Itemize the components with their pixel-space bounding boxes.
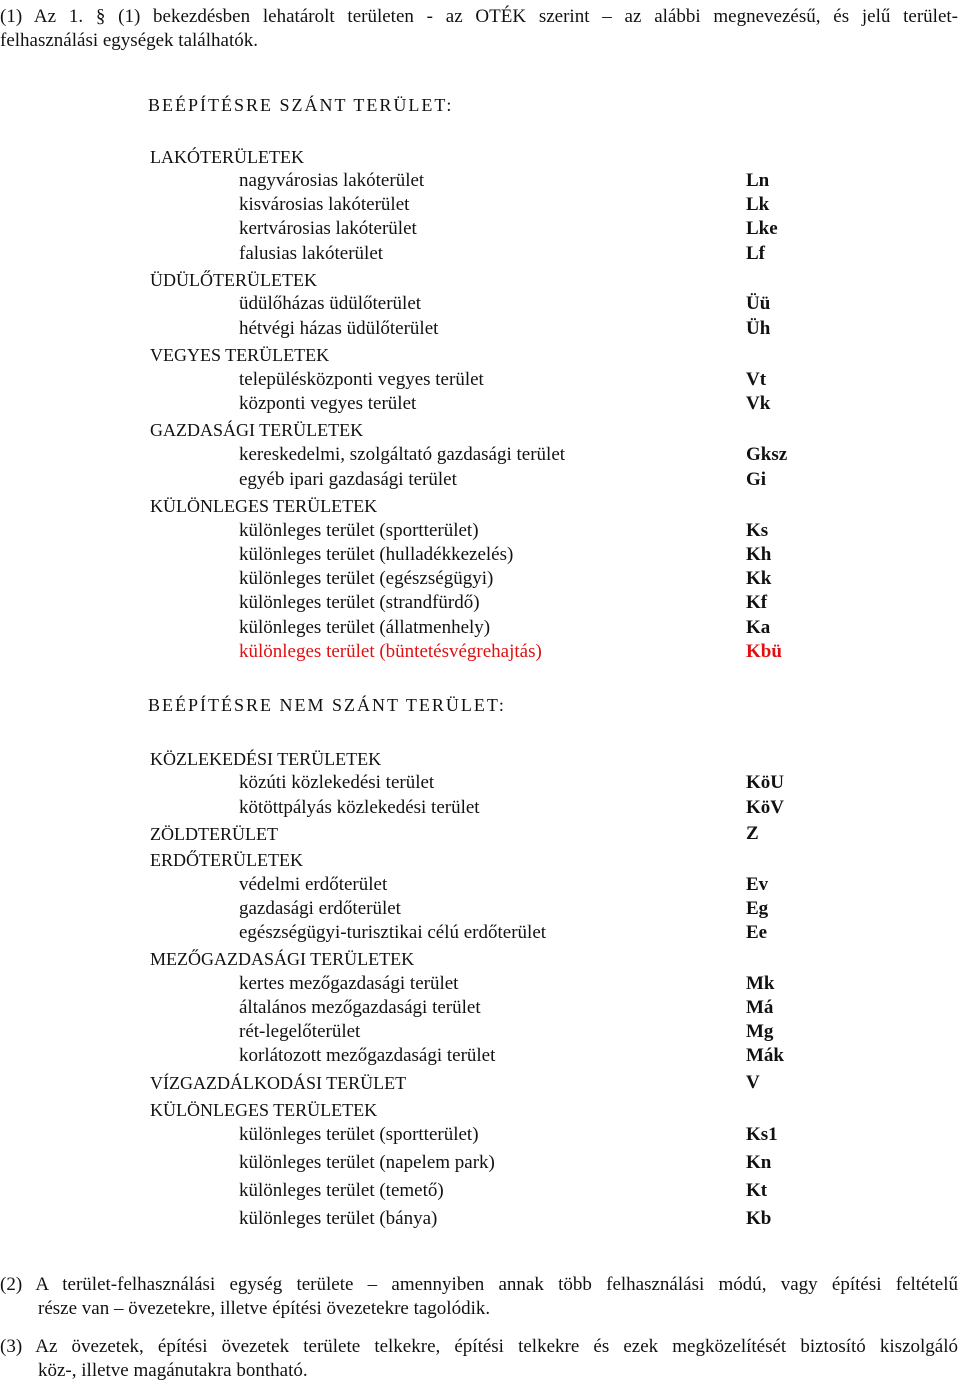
item-code: Gksz [746, 444, 788, 465]
category-kulonleges: KÜLÖNLEGES TERÜLETEK [150, 1100, 378, 1120]
item-code: Ka [746, 617, 771, 638]
item-code: Lf [746, 243, 765, 264]
category-lako: LAKÓTERÜLETEK [150, 147, 304, 167]
item-code: Lk [746, 194, 770, 215]
category-kozlekedesi: KÖZLEKEDÉSI TERÜLETEK [150, 749, 382, 769]
item-name: központi vegyes terület [239, 393, 417, 414]
item-code: Kn [746, 1152, 772, 1173]
paragraph-3-line-1: (3) Az övezetek, építési övezetek területe telkekre, építési telkekre és ezek megközelítését biztosító kiszolgáló [0, 1336, 958, 1357]
paragraph-2-line-2: része van – övezetekre, illetve építési övezetekre tagolódik. [38, 1298, 491, 1319]
item-name: védelmi erdőterület [239, 874, 388, 895]
item-name: üdülőházas üdülőterület [239, 293, 422, 314]
item-name: különleges terület (sportterület) [239, 1124, 479, 1145]
item-name: településközponti vegyes terület [239, 369, 484, 390]
item-name: általános mezőgazdasági terület [239, 997, 481, 1018]
paragraph-2 [0, 1273, 958, 1321]
category-mezo: MEZŐGAZDASÁGI TERÜLETEK [150, 949, 415, 969]
category-viz: VÍZGAZDÁLKODÁSI TERÜLET [150, 1073, 407, 1093]
item-code: Z [746, 823, 759, 844]
item-name: korlátozott mezőgazdasági terület [239, 1045, 496, 1066]
item-name: nagyvárosias lakóterület [239, 170, 425, 191]
category-kulonleges: KÜLÖNLEGES TERÜLETEK [150, 496, 378, 516]
item-code: Vk [746, 393, 771, 414]
item-name: kereskedelmi, szolgáltató gazdasági terület [239, 444, 566, 465]
item-name: kötöttpályás közlekedési terület [239, 797, 480, 818]
paragraph-3-line-2: köz-, illetve magánutakra bontható. [38, 1360, 308, 1381]
item-name: gazdasági erdőterület [239, 898, 401, 919]
item-name: egyéb ipari gazdasági terület [239, 469, 457, 490]
item-code: Eg [746, 898, 769, 919]
item-code: Ee [746, 922, 768, 943]
paragraph-1 [0, 5, 958, 53]
item-name-highlighted: különleges terület (büntetésvégrehajtás) [239, 641, 542, 662]
item-code: Mg [746, 1021, 774, 1042]
item-code: Má [746, 997, 774, 1018]
item-name: rét-legelőterület [239, 1021, 361, 1042]
category-vegyes: VEGYES TERÜLETEK [150, 345, 330, 365]
paragraph-1-line-1: (1) Az 1. § (1) bekezdésben lehatárolt területen - az OTÉK szerint – az alábbi megnevezésű, és jelű terület- [0, 6, 958, 27]
item-code: Vt [746, 369, 767, 390]
item-code: Ev [746, 874, 769, 895]
item-code: Kb [746, 1208, 772, 1229]
item-code: Ks [746, 520, 769, 541]
paragraph-1-line-2: felhasználási egységek találhatók. [0, 30, 258, 51]
section-title-built: BEÉPÍTÉSRE SZÁNT TERÜLET: [148, 95, 454, 115]
category-erdo: ERDŐTERÜLETEK [150, 850, 303, 870]
item-name: különleges terület (bánya) [239, 1208, 438, 1229]
item-name: falusias lakóterület [239, 243, 384, 264]
item-name: hétvégi házas üdülőterület [239, 318, 439, 339]
category-zold: ZÖLDTERÜLET [150, 824, 278, 844]
item-code: V [746, 1072, 760, 1093]
item-code: Kt [746, 1180, 768, 1201]
item-code: KöV [746, 797, 784, 818]
item-name: különleges terület (hulladékkezelés) [239, 544, 514, 565]
item-name: különleges terület (egészségügyi) [239, 568, 494, 589]
category-gazdasagi: GAZDASÁGI TERÜLETEK [150, 420, 364, 440]
item-code: Gi [746, 469, 767, 490]
item-code: Kh [746, 544, 772, 565]
item-code: KöU [746, 772, 784, 793]
item-code: Üh [746, 318, 771, 339]
item-code-highlighted: Kbü [746, 641, 782, 662]
item-name: egészségügyi-turisztikai célú erdőterület [239, 922, 547, 943]
item-name: különleges terület (napelem park) [239, 1152, 495, 1173]
item-code: Lke [746, 218, 778, 239]
item-code: Kf [746, 592, 768, 613]
item-name: különleges terület (temető) [239, 1180, 444, 1201]
item-name: kertes mezőgazdasági terület [239, 973, 459, 994]
item-code: Mk [746, 973, 775, 994]
paragraph-2-line-1: (2) A terület-felhasználási egység területe – amennyiben annak több felhasználási módú, vagy építési feltételű [0, 1274, 958, 1295]
paragraph-3 [0, 1335, 958, 1383]
item-code: Ln [746, 170, 770, 191]
item-name: közúti közlekedési terület [239, 772, 435, 793]
item-name: különleges terület (sportterület) [239, 520, 479, 541]
item-name: kertvárosias lakóterület [239, 218, 417, 239]
category-udulo: ÜDÜLŐTERÜLETEK [150, 270, 317, 290]
item-code: Üü [746, 293, 771, 314]
item-name: különleges terület (állatmenhely) [239, 617, 491, 638]
item-name: különleges terület (strandfürdő) [239, 592, 480, 613]
item-code: Mák [746, 1045, 784, 1066]
section-title-unbuilt: BEÉPÍTÉSRE NEM SZÁNT TERÜLET: [148, 695, 506, 715]
item-name: kisvárosias lakóterület [239, 194, 410, 215]
item-code: Ks1 [746, 1124, 778, 1145]
item-code: Kk [746, 568, 772, 589]
